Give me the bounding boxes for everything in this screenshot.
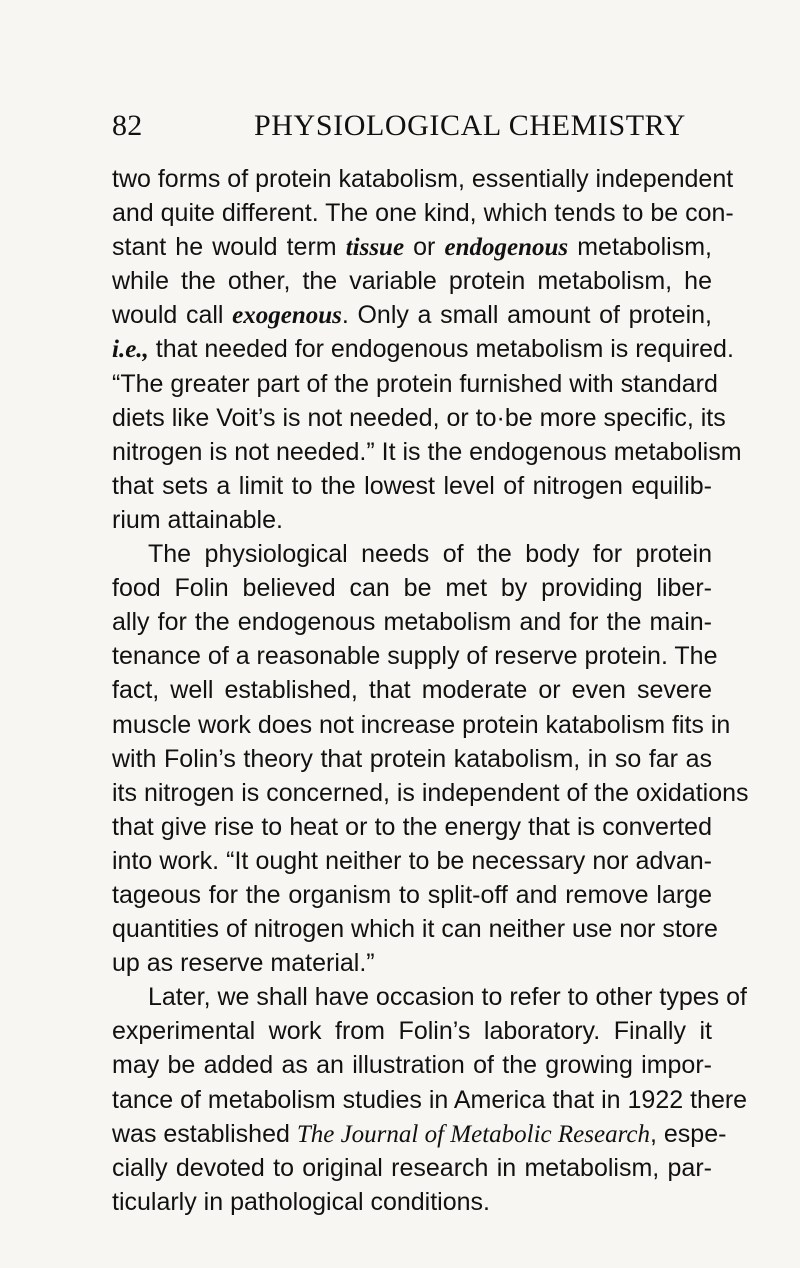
exogenous-term: exogenous bbox=[232, 302, 342, 330]
page-number: 82 bbox=[112, 109, 143, 142]
text-line-31: ticularly in pathological conditions. bbox=[112, 1187, 490, 1216]
text-line-29: was established The Journal of Metabolic Research, espe- bbox=[112, 1119, 727, 1148]
text-line-15: tenance of a reasonable supply of reserve protein. The bbox=[112, 642, 718, 671]
body-text bbox=[112, 162, 749, 1219]
text-line-25: Later, we shall have occasion to refer to other types of bbox=[148, 983, 747, 1012]
text-line-14: ally for the endogenous metabolism and for the main- bbox=[112, 608, 712, 637]
text-line-17: muscle work does not increase protein katabolism fits in bbox=[112, 710, 731, 739]
text-line-22: tageous for the organism to split-off and remove large bbox=[112, 880, 712, 909]
text-line-2: and quite different. The one kind, which tends to be con- bbox=[112, 199, 734, 228]
text-line-8: diets like Voit’s is not needed, or to·be more specific, its bbox=[112, 403, 726, 432]
text-line-28: tance of metabolism studies in America that in 1922 there bbox=[112, 1085, 748, 1114]
ie-abbrev: i.e., bbox=[112, 336, 149, 364]
text-line-3: stant he would term tissue or endogenous metabolism, bbox=[112, 233, 712, 262]
text-line-26: experimental work from Folin’s laboratory. Finally it bbox=[112, 1017, 712, 1046]
text-line-10: that sets a limit to the lowest level of nitrogen equilib- bbox=[112, 471, 712, 500]
text-line-4: while the other, the variable protein metabolism, he bbox=[112, 267, 712, 296]
text-line-1: two forms of protein katabolism, essentially independent bbox=[112, 165, 734, 193]
text-line-18: with Folin’s theory that protein katabolism, in so far as bbox=[112, 744, 712, 773]
text-line-27: may be added as an illustration of the growing impor- bbox=[112, 1051, 712, 1080]
text-line-19: its nitrogen is concerned, is independent of the oxidations bbox=[112, 778, 749, 807]
endogenous-term: endogenous bbox=[444, 234, 569, 262]
text-line-12: The physiological needs of the body for protein bbox=[148, 540, 712, 569]
text-line-23: quantities of nitrogen which it can neither use nor store bbox=[112, 915, 718, 944]
text-line-21: into work. “It ought neither to be necessary nor advan- bbox=[112, 846, 712, 875]
tissue-term: tissue bbox=[345, 234, 405, 262]
text-line-6: i.e., that needed for endogenous metabolism is required. bbox=[112, 335, 734, 364]
text-line-13: food Folin believed can be met by providing liber- bbox=[112, 574, 712, 603]
text-line-24: up as reserve material.” bbox=[112, 949, 375, 978]
text-line-7: “The greater part of the protein furnished with standard bbox=[112, 369, 718, 398]
running-head bbox=[112, 106, 712, 146]
text-line-16: fact, well established, that moderate or even severe bbox=[112, 676, 712, 705]
text-line-20: that give rise to heat or to the energy that is converted bbox=[112, 812, 712, 841]
text-line-9: nitrogen is not needed.” It is the endogenous metabolism bbox=[112, 437, 742, 466]
text-line-5: would call exogenous. Only a small amount of protein, bbox=[112, 301, 712, 330]
journal-title: The Journal of Metabolic Research bbox=[296, 1120, 650, 1148]
text-line-11: rium attainable. bbox=[112, 505, 283, 534]
text-line-30: cially devoted to original research in metabolism, par- bbox=[112, 1153, 712, 1182]
running-title: PHYSIOLOGICAL CHEMISTRY bbox=[254, 109, 686, 142]
